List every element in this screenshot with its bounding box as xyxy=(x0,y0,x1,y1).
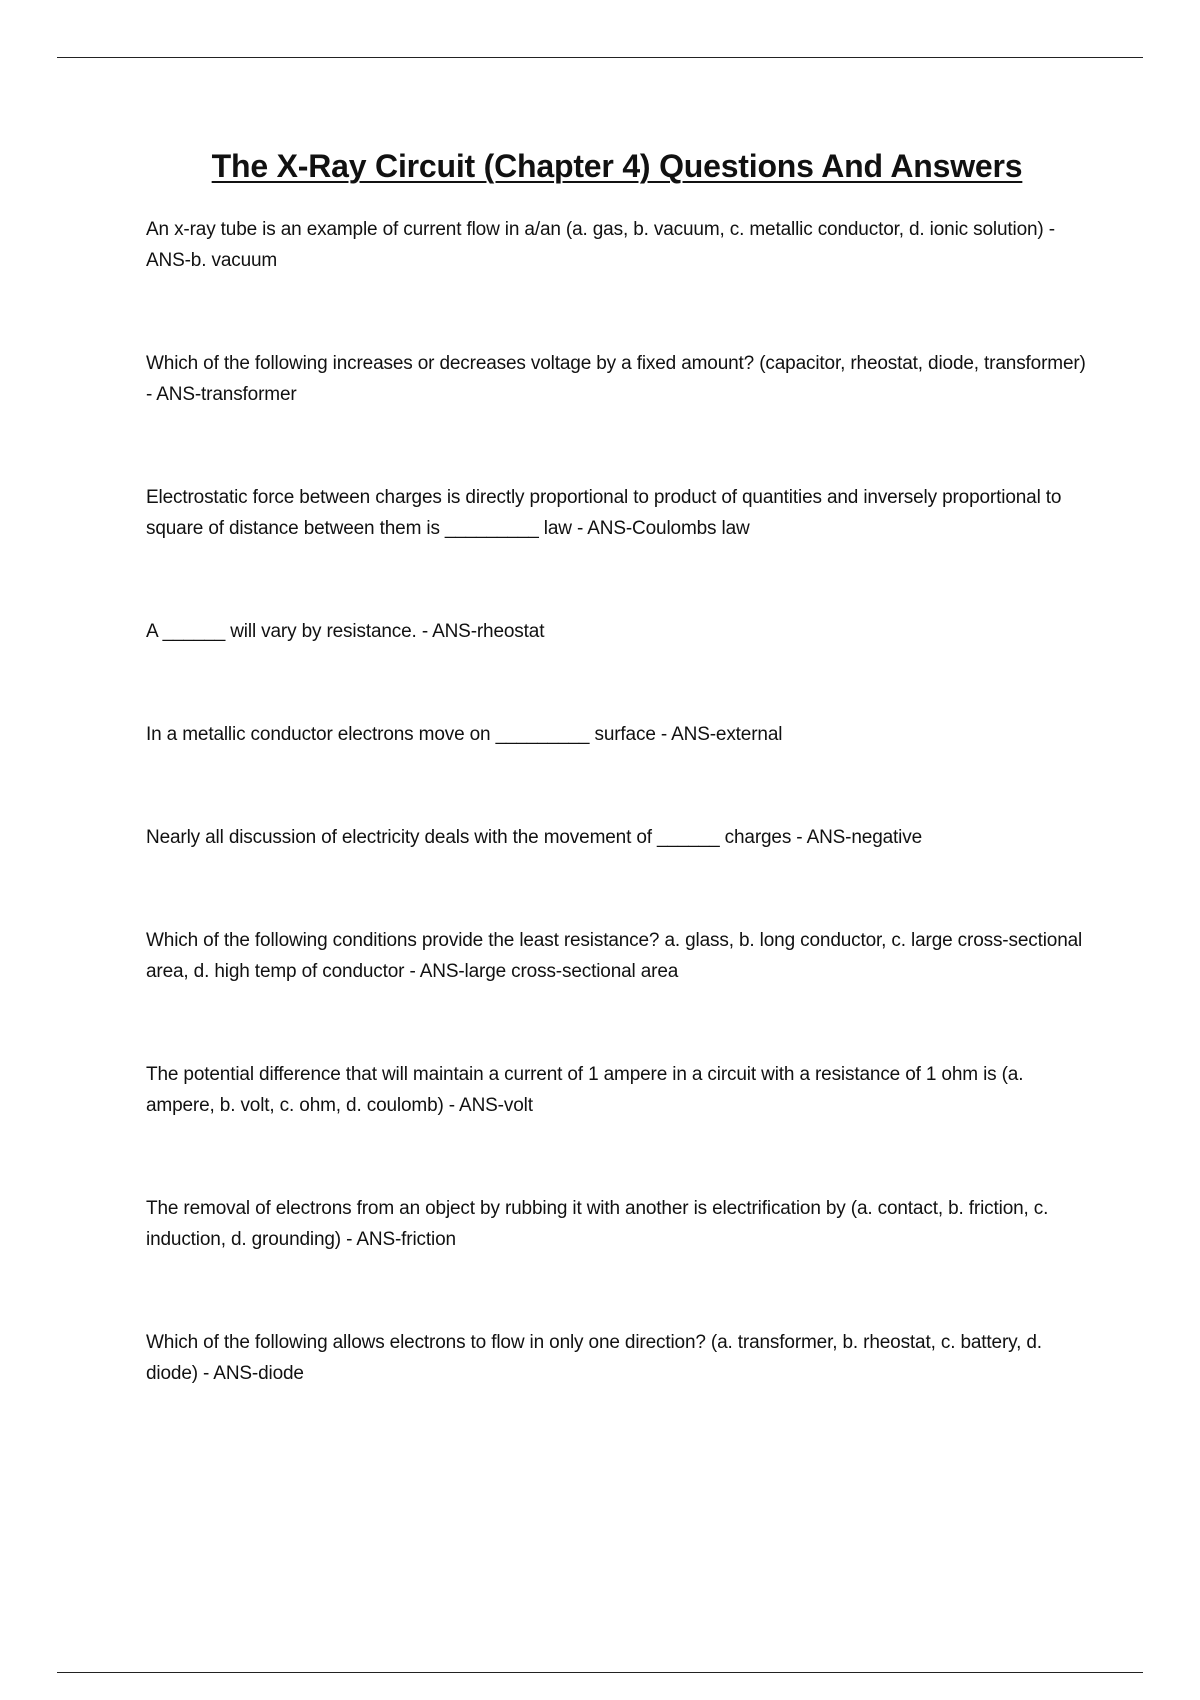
qa-item-6: Nearly all discussion of electricity deals with the movement of ______ charges - ANS-negative xyxy=(146,827,922,848)
qa-item-2: Which of the following increases or decreases voltage by a fixed amount? (capacitor, rheostat, diode, transformer) - ANS-transformer xyxy=(146,353,1086,405)
qa-item-9: The removal of electrons from an object by rubbing it with another is electrification by (a. contact, b. friction, c. induction, d. grounding) - ANS-friction xyxy=(146,1198,1049,1250)
qa-item-5: In a metallic conductor electrons move on _________ surface - ANS-external xyxy=(146,724,783,745)
qa-item-10: Which of the following allows electrons to flow in only one direction? (a. transformer, b. rheostat, c. battery, d. diode) - ANS-diode xyxy=(146,1332,1042,1384)
header-rule xyxy=(57,57,1143,58)
qa-item-7: Which of the following conditions provide the least resistance? a. glass, b. long conductor, c. large cross-sectional area, d. high temp of conductor - ANS-large cross-sectional area xyxy=(146,930,1083,982)
page-title: The X-Ray Circuit (Chapter 4) Questions And Answers xyxy=(211,148,1023,184)
qa-item-8: The potential difference that will maintain a current of 1 ampere in a circuit with a resistance of 1 ohm is (a. ampere, b. volt, c. ohm, d. coulomb) - ANS-volt xyxy=(146,1064,1024,1116)
qa-item-4: A ______ will vary by resistance. - ANS-rheostat xyxy=(146,621,545,642)
qa-item-3: Electrostatic force between charges is directly proportional to product of quantities and inversely proportional to square of distance between them is _________ law - ANS-Coulombs law xyxy=(146,487,1062,539)
qa-item-1: An x-ray tube is an example of current flow in a/an (a. gas, b. vacuum, c. metallic conductor, d. ionic solution) - ANS-b. vacuum xyxy=(146,219,1055,271)
footer-rule xyxy=(57,1672,1143,1673)
